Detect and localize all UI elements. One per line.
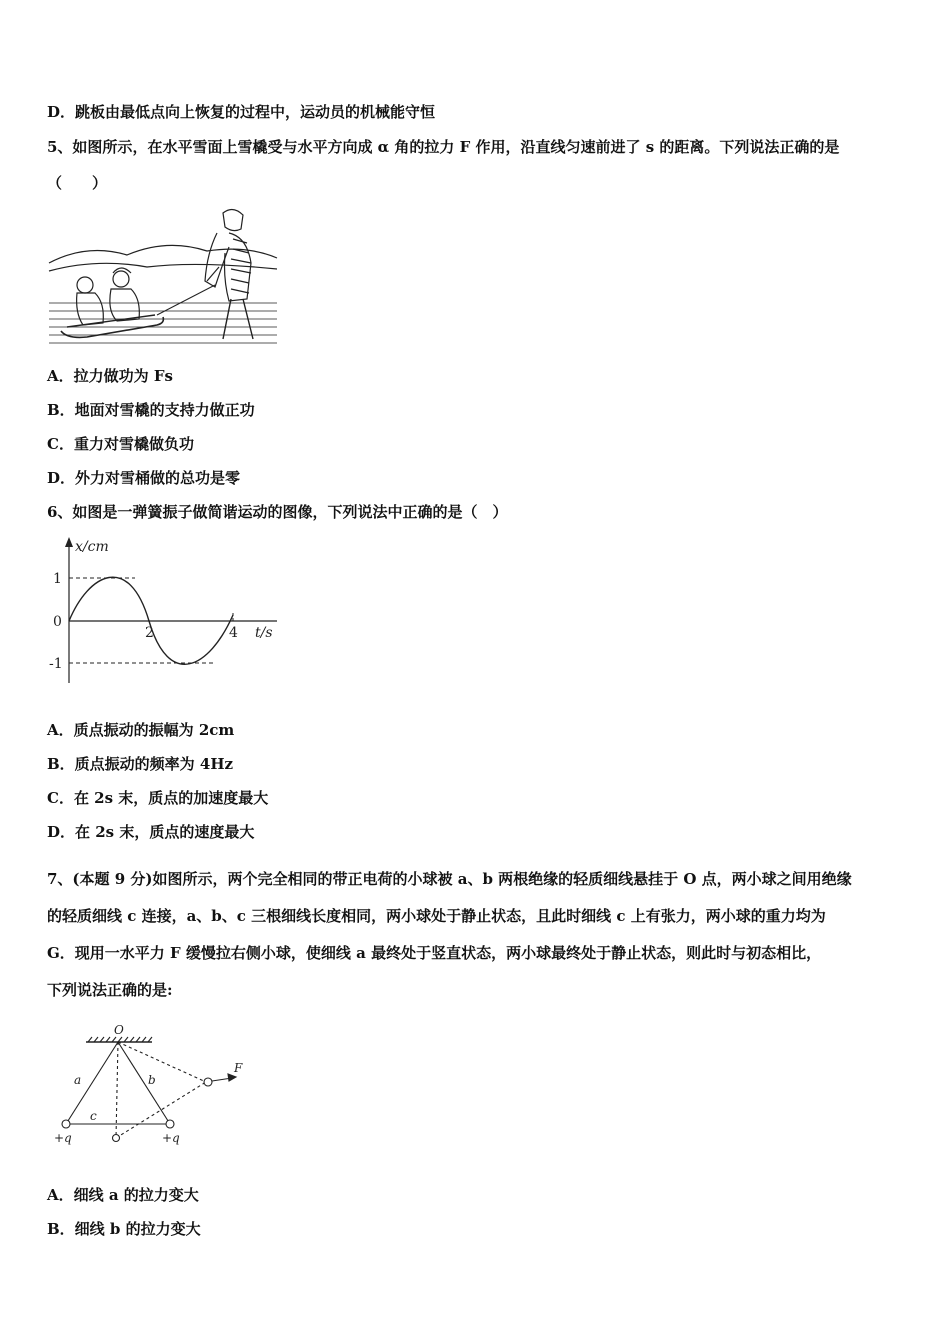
q7-stem-line3: G．现用一水平力 F 缓慢拉右侧小球，使细线 a 最终处于竖直状态，两小球最终处于静止状态，则此时与初态相比，	[47, 944, 822, 962]
label-a: a	[74, 1073, 82, 1087]
q7-stem-line4: 下列说法正确的是:	[47, 981, 173, 999]
q5-stem-line2: （ ）	[47, 174, 108, 192]
y-axis-label: x/cm	[75, 539, 109, 555]
q5-option-b: B．地面对雪橇的支持力做正功	[47, 401, 255, 419]
label-b: b	[148, 1073, 156, 1087]
charged-balls-figure	[48, 1020, 258, 1150]
y-tick-top: 1	[53, 571, 62, 587]
q6-option-c: C．在 2s 末，质点的加速度最大	[47, 789, 269, 807]
q6-option-a: A．质点振动的振幅为 2cm	[47, 721, 235, 739]
q6-stem: 6、如图是一弹簧振子做简谐运动的图像，下列说法中正确的是（ ）	[47, 503, 508, 521]
q7-stem-line1: 7、(本题 9 分)如图所示，两个完全相同的带正电荷的小球被 a、b 两根绝缘的轻质细线悬挂于 O 点，两小球之间用绝缘	[47, 870, 852, 888]
q5-option-d: D．外力对雪桶做的总功是零	[47, 469, 241, 487]
prev-option-d: D．跳板由最低点向上恢复的过程中，运动员的机械能守恒	[47, 103, 436, 121]
label-c: c	[90, 1109, 97, 1123]
label-q-left: +q	[54, 1131, 72, 1145]
y-tick-zero: 0	[53, 614, 62, 630]
q7-option-a: A．细线 a 的拉力变大	[47, 1186, 199, 1204]
q7-option-b: B．细线 b 的拉力变大	[47, 1220, 201, 1238]
y-axis-arrow-icon	[65, 537, 73, 547]
q5-option-a: A．拉力做功为 Fs	[47, 367, 173, 385]
x-tick-2: 2	[145, 625, 154, 641]
q7-stem-line2: 的轻质细线 c 连接，a、b、c 三根细线长度相同，两小球处于静止状态，且此时细线 c 上有张力，两小球的重力均为	[47, 907, 826, 925]
x-tick-4: 4	[229, 625, 238, 641]
label-q-right: +q	[162, 1131, 180, 1145]
sled-pulling-illustration-icon	[47, 203, 279, 349]
q6-option-d: D．在 2s 末，质点的速度最大	[47, 823, 255, 841]
q5-stem-line1: 5、如图所示，在水平雪面上雪橇受与水平方向成 α 角的拉力 F 作用，沿直线匀速前进了 s 的距离。下列说法正确的是	[47, 138, 840, 156]
q5-option-c: C．重力对雪橇做负功	[47, 435, 194, 453]
y-tick-bottom: -1	[49, 656, 63, 672]
shm-graph	[45, 533, 285, 693]
label-f: F	[234, 1061, 243, 1075]
q6-option-b: B．质点振动的频率为 4Hz	[47, 755, 234, 773]
label-o: O	[114, 1023, 124, 1037]
x-axis-label: t/s	[255, 625, 273, 641]
